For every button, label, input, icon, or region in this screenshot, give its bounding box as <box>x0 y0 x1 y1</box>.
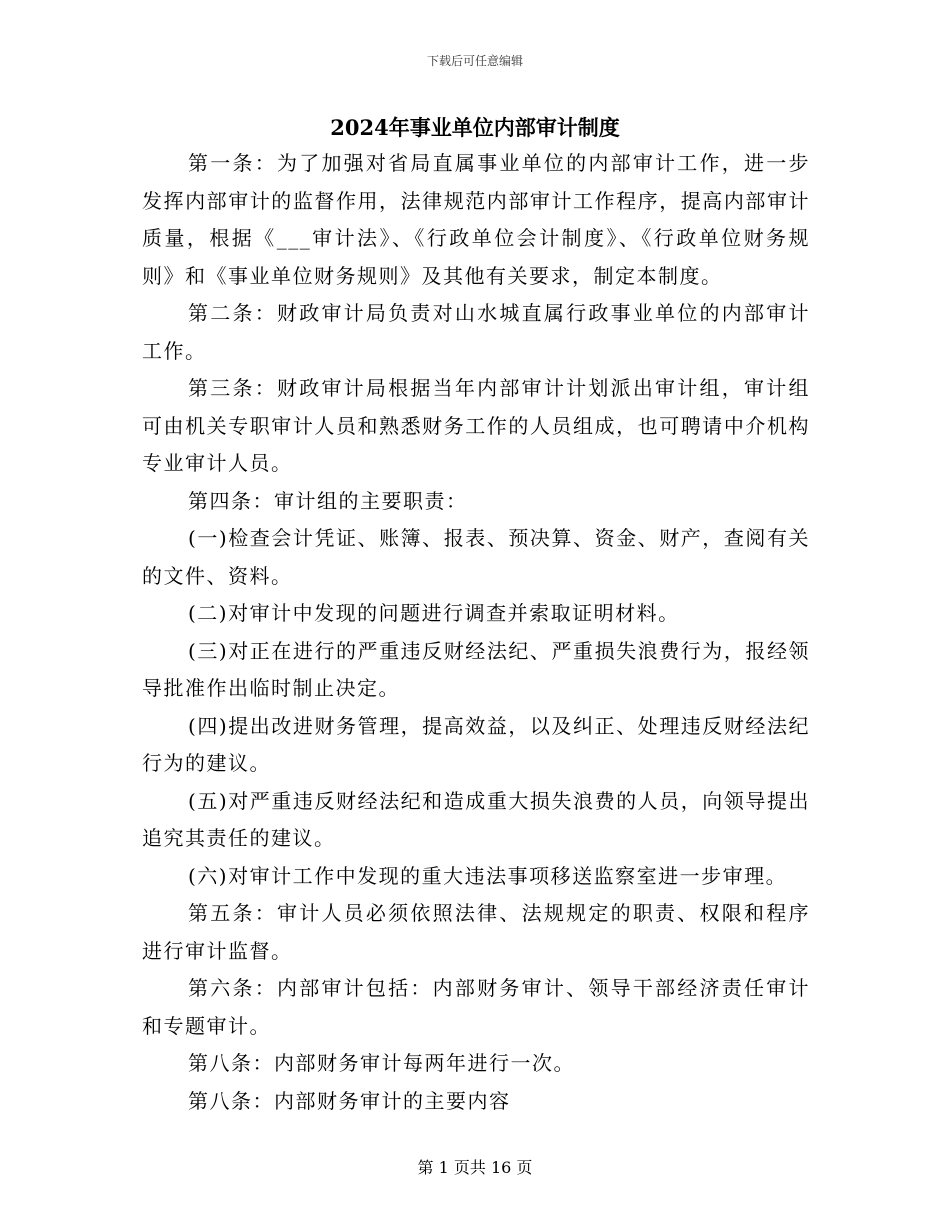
page-header: 下载后可任意编辑 <box>426 54 523 68</box>
paragraph-duty-4: (四)提出改进财务管理，提高效益，以及纠正、处理违反财经法纪行为的建议。 <box>142 713 810 775</box>
document-title: 2024年事业单位内部审计制度 <box>330 115 620 140</box>
paragraph-article-4: 第四条：审计组的主要职责： <box>188 488 468 513</box>
page-number: 第 1 页共 16 页 <box>417 1158 533 1177</box>
paragraph-duty-5: (五)对严重违反财经法纪和造成重大损失浪费的人员，向领导提出追究其责任的建议。 <box>142 788 810 850</box>
paragraph-duty-2: (二)对审计中发现的问题进行调查并索取证明材料。 <box>188 601 680 625</box>
paragraph-duty-1: (一)检查会计凭证、账簿、报表、预决算、资金、财产，查阅有关的文件、资料。 <box>142 526 810 588</box>
paragraph-duty-6: (六)对审计工作中发现的重大违法事项移送监察室进一步审理。 <box>188 863 788 888</box>
paragraph-article-8b: 第八条：内部财务审计的主要内容 <box>188 1088 511 1113</box>
paragraph-article-3: 第三条：财政审计局根据当年内部审计计划派出审计组，审计组可由机关专职审计人员和熟悉财务工作的人员组成，也可聘请中介机构专业审计人员。 <box>142 376 810 475</box>
paragraph-duty-3: (三)对正在进行的严重违反财经法纪、严重损失浪费行为，报经领导批准作出临时制止决定。 <box>142 638 810 700</box>
paragraph-article-1: 第一条：为了加强对省局直属事业单位的内部审计工作，进一步发挥内部审计的监督作用，法律规范内部审计工作程序，提高内部审计质量，根据《___审计法》、《行政单位会计制度》、《行政单位财务规则》和《事业单位财务规则》及其他有关要求，制定本制度。 <box>142 151 810 288</box>
document-body <box>142 145 810 1120</box>
paragraph-article-5: 第五条：审计人员必须依照法律、法规规定的职责、权限和程序进行审计监督。 <box>142 901 810 963</box>
paragraph-article-6: 第六条：内部审计包括：内部财务审计、领导干部经济责任审计和专题审计。 <box>142 976 810 1038</box>
paragraph-article-8a: 第八条：内部财务审计每两年进行一次。 <box>188 1051 575 1075</box>
paragraph-article-2: 第二条：财政审计局负责对山水城直属行政事业单位的内部审计工作。 <box>142 301 810 363</box>
